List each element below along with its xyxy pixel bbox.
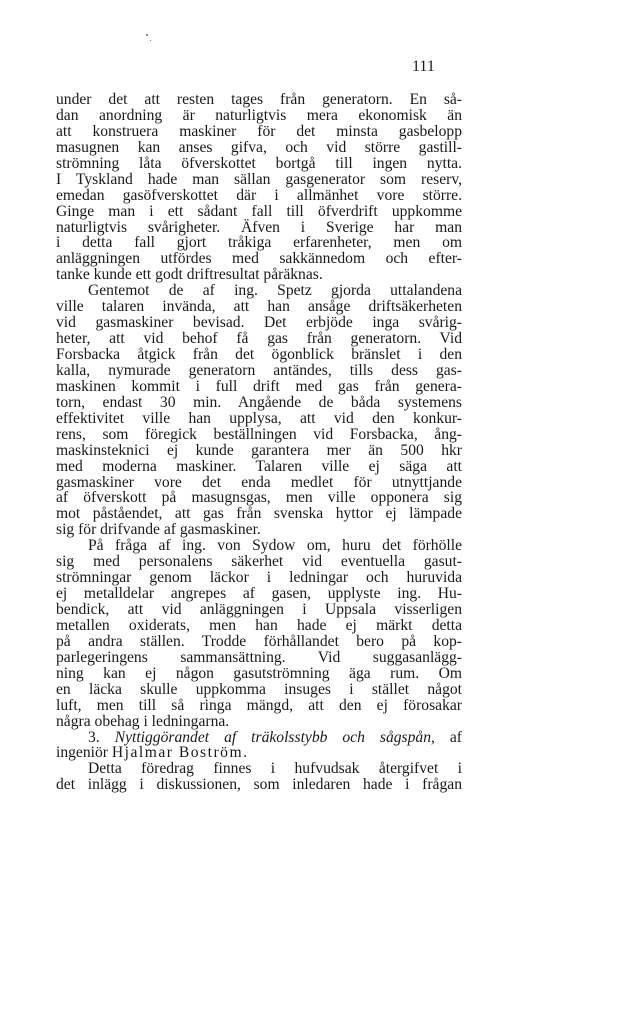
text-line: ning kan ej någon gasutströmning äga rum. Om — [56, 664, 462, 682]
text-line: Forsbacka åtgick från det ögonblick bränslet i den — [56, 346, 462, 363]
text-line: dan anordning är naturligtvis mera ekonomisk än — [56, 106, 462, 124]
text-line: kalla, nymurade generatorn antändes, tills dess gas- — [56, 361, 462, 379]
text-line: anläggningen utfördes med sakkännedom och efter- — [56, 250, 462, 268]
text-line: strömningar genom läckor i ledningar och huruvida — [56, 569, 462, 587]
page-number: 111 — [412, 58, 435, 75]
section-author — [56, 745, 462, 761]
section-title-suffix: af — [449, 728, 463, 746]
text-line: maskinen kommit i full drift med gas från genera- — [56, 377, 462, 395]
text-line: att konstruera maskiner för det minsta gasbelopp — [56, 122, 462, 140]
print-speck — [150, 40, 151, 41]
text-line: Detta föredrag finnes i hufvudsak återgifvet i — [88, 760, 462, 778]
author-name: Hjalmar Boström. — [111, 744, 249, 762]
text-line: med moderna maskiner. Talaren ville ej säga att — [56, 457, 462, 475]
print-speck — [146, 34, 148, 36]
text-line: bendick, att vid anläggningen i Uppsala visserligen — [56, 601, 462, 618]
text-line: sig för drifvande af gasmaskiner. — [56, 521, 261, 539]
text-line: naturligtvis svårigheter. Äfven i Sverige har man — [56, 218, 462, 236]
author-prefix: ingeniör — [56, 744, 108, 762]
text-line: rens, som föregick beställningen vid Forsbacka, ång- — [56, 425, 462, 443]
text-line: en läcka skulle uppkomma insuges i stället något — [56, 680, 462, 698]
text-line: heter, att vid behof få gas från generatorn. Vid — [56, 330, 462, 348]
text-line: ville talaren invända, att han ansåge driftsäkerheten — [56, 298, 462, 316]
text-line: metallen oxiderats, men han hade ej märkt detta — [56, 616, 462, 634]
text-line: parlegeringens sammansättning. Vid suggasanlägg- — [56, 648, 462, 666]
text-line: några obehag i ledningarna. — [56, 712, 230, 730]
text-line: vid gasmaskiner bevisad. Det erbjöde inga svårig- — [56, 314, 462, 332]
text-line: masugnen kan anses gifva, och vid större gastill- — [56, 138, 462, 156]
text-line: emedan gasöfverskottet där i allmänhet vore större. — [56, 186, 462, 204]
section-heading — [56, 730, 462, 746]
text-line: det inlägg i diskussionen, som inledaren hade i frågan — [56, 776, 462, 794]
text-line: Ginge man i ett sådant fall till öfverdrift uppkomme — [56, 202, 462, 220]
text-line: Gentemot de af ing. Spetz gjorda uttalandena — [88, 282, 462, 300]
text-line: på andra ställen. Trodde förhållandet bero på kop- — [56, 632, 462, 650]
text-line: sig med personalens säkerhet vid eventuella gasut- — [56, 553, 462, 571]
text-line: luft, men till så ringa mängd, att den ej förosakar — [56, 696, 462, 714]
text-line: under det att resten tages från generatorn. En så- — [56, 91, 462, 108]
text-line: I Tyskland hade man sällan gasgenerator som reserv, — [56, 170, 462, 188]
text-line: mot påståendet, att gas från svenska hyttor ej lämpade — [56, 505, 462, 523]
section-number: 3. — [88, 728, 100, 746]
text-line: af öfverskott på masugnsgas, men ville opponera sig — [56, 489, 462, 507]
text-line: ej metalldelar angrepes af gasen, upplyste ing. Hu- — [56, 585, 462, 603]
body-text — [56, 92, 462, 793]
section-title: Nyttiggörandet af träkolsstybb och sågspån, — [114, 728, 435, 746]
text-line: maskinsteknici ej kunde garantera mer än 500 hkr — [56, 441, 462, 459]
text-line: strömning låta öfverskottet bortgå till ingen nytta. — [56, 154, 462, 172]
text-line: gasmaskiner vore det enda medlet för utnyttjande — [56, 473, 462, 491]
text-line: torn, endast 30 min. Angående de båda systemens — [56, 393, 462, 411]
text-line: effektivitet ville han upplysa, att vid den konkur- — [56, 409, 462, 427]
text-line: tanke kunde ett godt driftresultat påräknas. — [56, 266, 323, 284]
text-line: På fråga af ing. von Sydow om, huru det förhölle — [88, 537, 462, 555]
text-line: i detta fall gjort tråkiga erfarenheter, men om — [56, 234, 462, 252]
